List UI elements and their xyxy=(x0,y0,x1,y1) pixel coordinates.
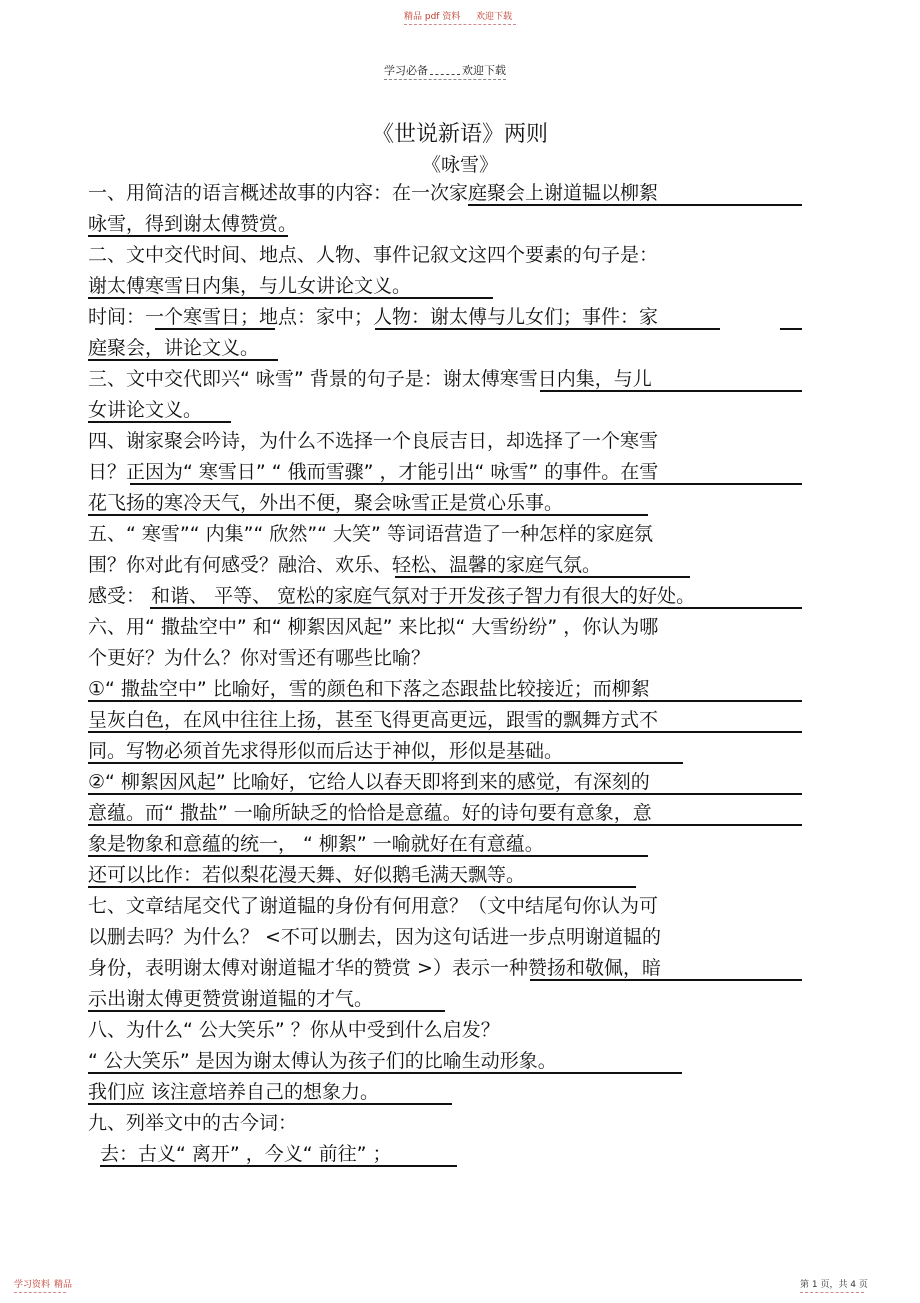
text-line: 八、为什么“ 公大笑乐” ？你从中受到什么启发？ xyxy=(88,1019,500,1041)
text-line: 花飞扬的寒冷天气，外出不便，聚会咏雪正是赏心乐事。 xyxy=(88,492,564,514)
answer-underline xyxy=(130,483,802,485)
text-line: 我们应 该注意培养自己的想象力。 xyxy=(88,1081,380,1103)
answer-underline xyxy=(88,762,683,764)
watermark-left: 精品 pdf 资料 xyxy=(404,12,461,22)
text-line: 象是物象和意蕴的统一， “ 柳絮” 一喻就好在有意蕴。 xyxy=(88,833,544,855)
answer-underline xyxy=(375,328,720,330)
page-subtitle: 《咏雪》 xyxy=(421,154,498,176)
text-line: “ 公大笑乐” 是因为谢太傅认为孩子们的比喻生动形象。 xyxy=(88,1050,557,1072)
text-line: 二、文中交代时间、地点、人物、事件记叙文这四个要素的句子是： xyxy=(88,244,659,266)
answer-underline xyxy=(88,824,802,826)
answer-underline xyxy=(88,1103,452,1105)
page-title: 《世说新语》两则 xyxy=(371,122,548,147)
answer-underline xyxy=(150,607,802,609)
answer-underline xyxy=(88,1010,445,1012)
text-line: 个更好？为什么？你对雪还有哪些比喻？ xyxy=(88,647,431,669)
text-line: 示出谢太傅更赞赏谢道韫的才气。 xyxy=(88,988,374,1010)
text-line: 三、文中交代即兴“ 咏雪” 背景的句子是：谢太傅寒雪日内集，与儿 xyxy=(88,368,652,390)
text-line: ②“ 柳絮因风起” 比喻好，它给人以春天即将到来的感觉，有深刻的 xyxy=(88,771,650,793)
text-line: 时间：一个寒雪日；地点：家中；人物：谢太傅与儿女们；事件：家 xyxy=(88,306,659,328)
answer-underline xyxy=(100,1165,457,1167)
text-line: 九、列举文中的古今词： xyxy=(88,1112,298,1134)
answer-underline xyxy=(395,576,690,578)
answer-underline xyxy=(88,1072,682,1074)
answer-underline xyxy=(88,297,493,299)
answer-underline xyxy=(88,359,278,361)
text-line: 呈灰白色，在风中往往上扬，甚至飞得更高更远，跟雪的飘舞方式不 xyxy=(88,709,659,731)
answer-underline xyxy=(88,235,288,237)
footer-right-dots xyxy=(800,1292,864,1293)
answer-underline xyxy=(88,855,648,857)
text-line: 庭聚会，讲论文义。 xyxy=(88,337,260,359)
text-line: 六、用“ 撒盐空中” 和“ 柳絮因风起” 来比拟“ 大雪纷纷” ，你认为哪 xyxy=(88,616,659,638)
text-line: ①“ 撒盐空中” 比喻好，雪的颜色和下落之态跟盐比较接近；而柳絮 xyxy=(88,678,650,700)
answer-underline xyxy=(468,204,802,206)
watermark-dots xyxy=(404,24,516,25)
header-left: 学习必备 xyxy=(384,64,428,77)
text-line: 身份，表明谢太傅对谢道韫才华的赞赏 >）表示一种赞扬和敬佩，暗 xyxy=(88,957,661,979)
text-line: 四、谢家聚会吟诗，为什么不选择一个良辰吉日，却选择了一个寒雪 xyxy=(88,430,659,452)
text-line: 五、“ 寒雪”“ 内集”“ 欣然”“ 大笑” 等词语营造了一种怎样的家庭氛 xyxy=(88,523,653,545)
text-line: 女讲论文义。 xyxy=(88,399,203,421)
text-line: 围？你对此有何感受？融洽、欢乐、轻松、温馨的家庭气氛。 xyxy=(88,554,602,576)
answer-underline xyxy=(88,421,231,423)
answer-underline xyxy=(88,700,802,702)
answer-underline xyxy=(780,328,802,330)
answer-underline xyxy=(88,793,802,795)
answer-underline xyxy=(155,328,275,330)
answer-underline xyxy=(88,514,648,516)
footer-page-info: 第 1 页，共 4 页 xyxy=(800,1280,868,1290)
text-line: 咏雪，得到谢太傅赞赏。 xyxy=(88,213,298,235)
text-line: 还可以比作：若似梨花漫天舞、好似鹅毛满天飘等。 xyxy=(88,864,526,886)
text-line: 七、文章结尾交代了谢道韫的身份有何用意？（文中结尾句你认为可 xyxy=(88,895,659,917)
footer-left-dots xyxy=(14,1292,66,1293)
text-line: 去：古义“ 离开” ，今义“ 前往” ； xyxy=(100,1143,392,1165)
text-line: 日？正因为“ 寒雪日” “ 俄而雪骤” ，才能引出“ 咏雪” 的事件。在雪 xyxy=(88,461,659,483)
text-line: 意蕴。而“ 撒盐” 一喻所缺乏的恰恰是意蕴。好的诗句要有意象，意 xyxy=(88,802,652,824)
footer-left-a: 学习资料 xyxy=(14,1280,51,1290)
text-line: 谢太傅寒雪日内集，与儿女讲论文义。 xyxy=(88,275,412,297)
answer-underline xyxy=(88,731,802,733)
text-line: 感受： 和谐、 平等、 宽松的家庭气氛对于开发孩子智力有很大的好处。 xyxy=(88,585,696,607)
answer-underline xyxy=(540,390,802,392)
header-right: 欢迎下载 xyxy=(462,64,506,77)
header-rule xyxy=(384,79,506,80)
text-line: 一、用简洁的语言概述故事的内容：在一次家庭聚会上谢道韫以柳絮 xyxy=(88,182,659,204)
watermark-right: 欢迎下载 xyxy=(476,12,513,22)
header-gap xyxy=(430,74,460,75)
footer-left-b: 精品 xyxy=(54,1280,73,1290)
text-line: 以删去吗？为什么？ <不可以删去，因为这句话进一步点明谢道韫的 xyxy=(88,926,661,948)
text-line: 同。写物必须首先求得形似而后达于神似，形似是基础。 xyxy=(88,740,564,762)
answer-underline xyxy=(530,979,802,981)
answer-underline xyxy=(88,886,636,888)
